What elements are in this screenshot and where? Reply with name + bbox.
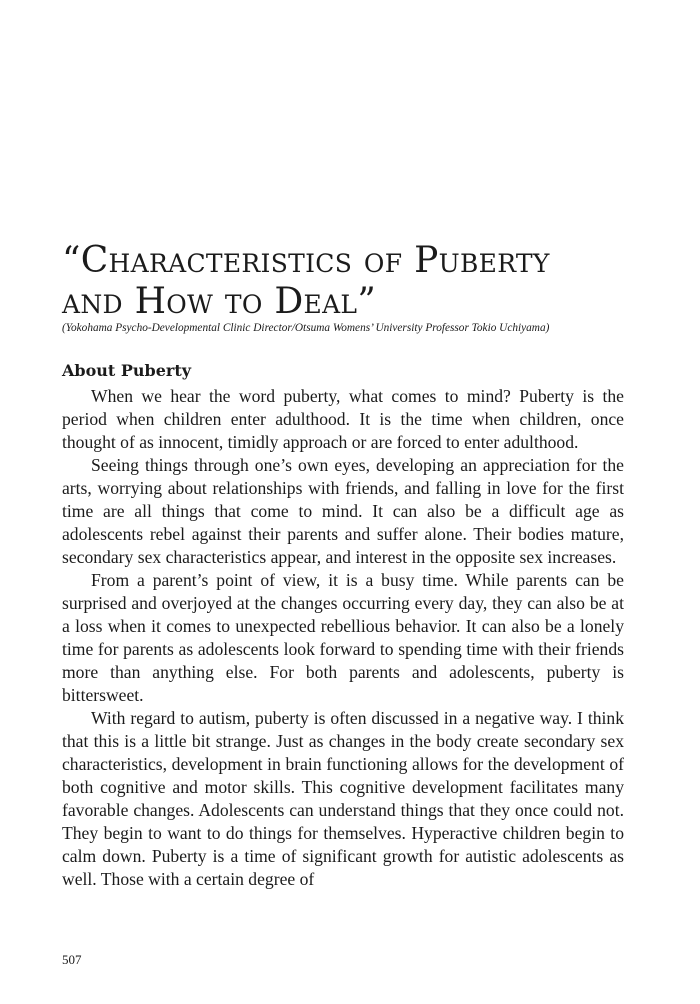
section-heading: About Puberty bbox=[62, 361, 192, 380]
author-byline: (Yokohama Psycho-Developmental Clinic Director/Otsuma Womens’ University Professor Tokio Uchiyama) bbox=[62, 322, 550, 334]
chapter-title-line-1: “Characteristics of Puberty bbox=[62, 240, 550, 281]
paragraph-2: Seeing things through one’s own eyes, developing an appreciation for the arts, worrying about relationships with friends, and falling in love for the first time are all things that come to mind. It can also be a difficult age as adolescents rebel against their parents and suffer alone. Their bodies mature, secondary sex characteristics appear, and interest in the opposite sex increases. bbox=[62, 455, 624, 567]
page-number: 507 bbox=[62, 952, 82, 967]
paragraph-4: With regard to autism, puberty is often discussed in a negative way. I think that this is a little bit strange. Just as changes in the body create secondary sex characteristics, development in brain functioning allows for the development of both cognitive and motor skills. This cognitive development facilitates many favorable changes. Adolescents can understand things that they once could not. They begin to want to do things for themselves. Hyperactive children begin to calm down. Puberty is a time of significant growth for autistic adolescents as well. Those with a certain degree of bbox=[62, 708, 624, 889]
paragraph-3: From a parent’s point of view, it is a busy time. While parents can be surprised and overjoyed at the changes occurring every day, they can also be at a loss when it comes to unexpected rebellious behavior. It can also be a lonely time for parents as adolescents look forward to spending time with their friends more than anything else. For both parents and adolescents, puberty is bittersweet. bbox=[62, 570, 624, 705]
paragraph-1: When we hear the word puberty, what comes to mind? Puberty is the period when children enter adulthood. It is the time when children, once thought of as innocent, timidly approach or are forced to enter adulthood. bbox=[62, 386, 624, 452]
body-text bbox=[62, 385, 624, 891]
chapter-title-line-2: and How to Deal” bbox=[62, 281, 377, 322]
chapter-title bbox=[62, 240, 662, 322]
